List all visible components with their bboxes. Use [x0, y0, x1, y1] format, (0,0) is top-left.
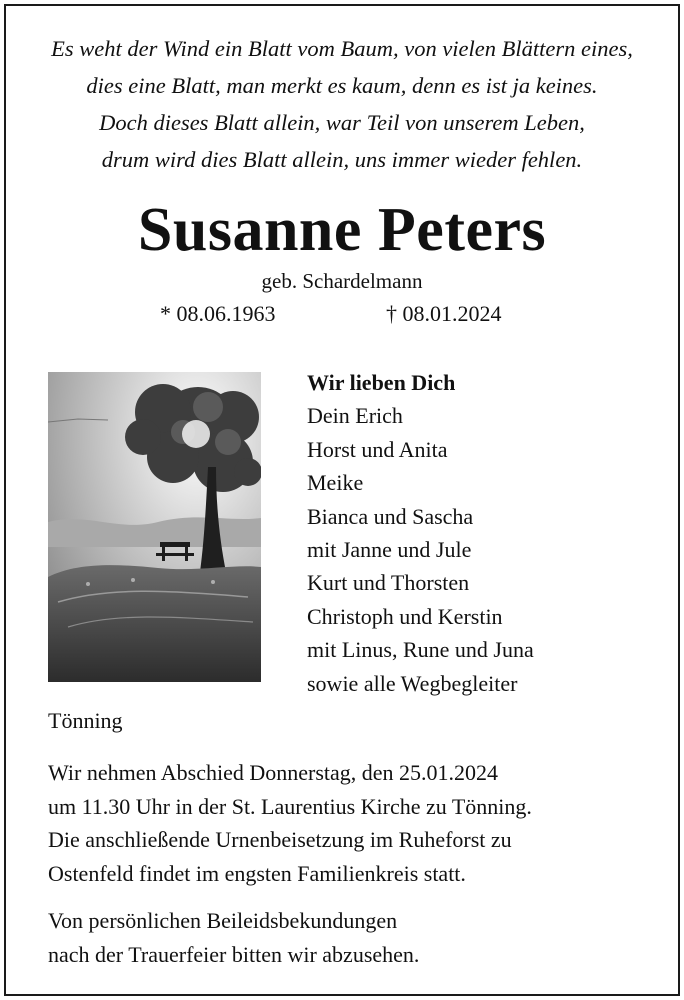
family-member: sowie alle Wegbegleiter — [307, 670, 518, 696]
family-member: Horst und Anita — [307, 436, 448, 462]
ceremony-line: Ostenfeld findet im engsten Familienkreis statt. — [48, 860, 466, 886]
ceremony-notice — [48, 756, 532, 890]
family-heading: Wir lieben Dich — [307, 370, 456, 395]
family-member: mit Linus, Rune und Juna — [307, 637, 534, 663]
family-member: mit Janne und Jule — [307, 537, 472, 563]
deceased-name: Susanne Peters — [137, 196, 547, 264]
birth-date: * 08.06.1963 — [160, 301, 276, 326]
birth-name: geb. Schardelmann — [261, 269, 423, 293]
death-date: † 08.01.2024 — [386, 301, 502, 326]
family-member: Meike — [307, 470, 364, 496]
poem-line: drum wird dies Blatt allein, uns immer wieder fehlen. — [101, 147, 583, 172]
ceremony-line: Wir nehmen Abschied Donnerstag, den 25.01.2024 — [48, 760, 499, 785]
family-member: Dein Erich — [307, 403, 403, 429]
poem-line: Doch dieses Blatt allein, war Teil von unserem Leben, — [99, 110, 585, 135]
request-line: Von persönlichen Beileidsbekundungen — [48, 908, 398, 933]
condolence-request — [48, 904, 419, 971]
place: Tönning — [48, 708, 123, 733]
ceremony-line: Die anschließende Urnenbeisetzung im Ruheforst zu — [48, 827, 512, 852]
ceremony-line: um 11.30 Uhr in der St. Laurentius Kirche zu Tönning. — [48, 793, 532, 819]
tree-bench-photo — [48, 372, 261, 682]
poem-line: Es weht der Wind ein Blatt vom Baum, von vielen Blättern eines, — [51, 36, 633, 61]
poem — [0, 30, 684, 178]
family-member: Christoph und Kerstin — [307, 603, 503, 629]
poem-line: dies eine Blatt, man merkt es kaum, denn es ist ja keines. — [86, 73, 598, 98]
request-line: nach der Trauerfeier bitten wir abzusehen. — [48, 941, 420, 967]
family-list — [307, 366, 534, 700]
family-member: Kurt und Thorsten — [307, 570, 470, 596]
family-member: Bianca und Sascha — [307, 503, 474, 529]
